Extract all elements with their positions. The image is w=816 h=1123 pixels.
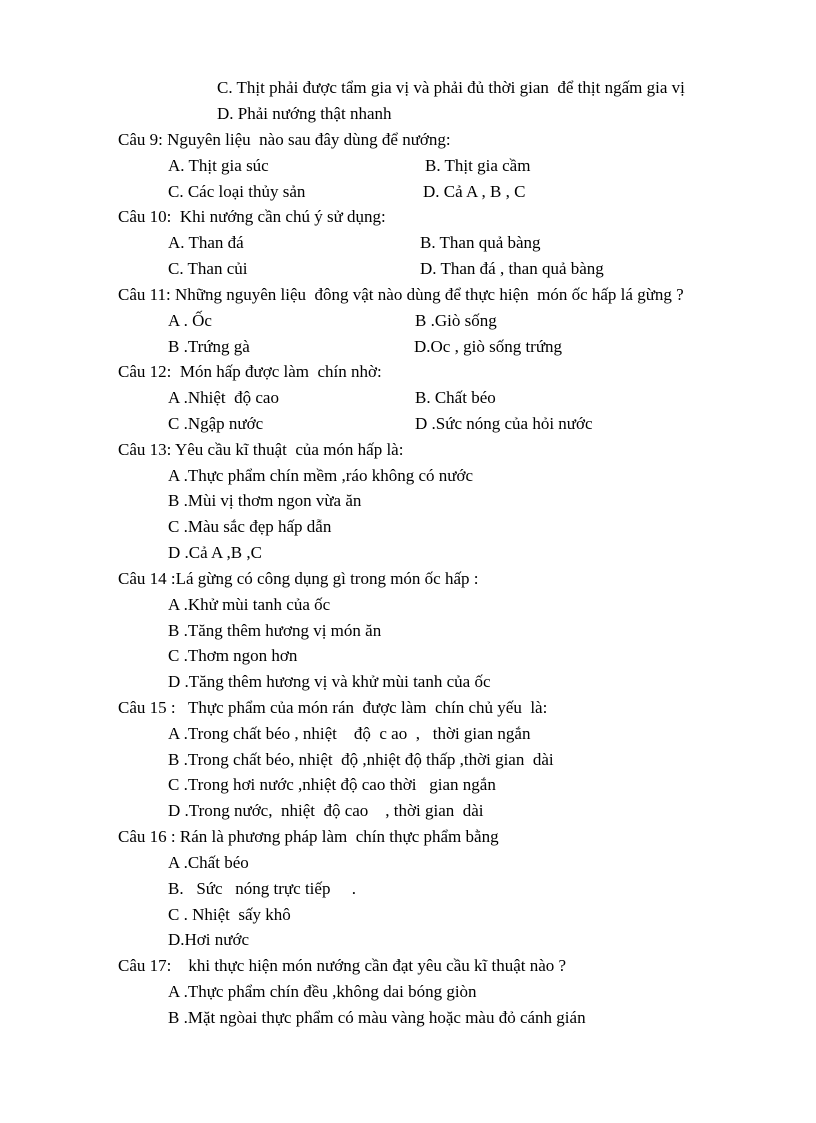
q17-question: Câu 17: khi thực hiện món nướng cần đạt yêu cầu kĩ thuật nào ? (118, 956, 567, 975)
q16-option-d: D.Hơi nước (168, 930, 250, 949)
q16-option-a: A .Chất béo (168, 853, 249, 872)
q12-option-d: D .Sức nóng của hỏi nước (415, 414, 593, 433)
q15-option-a: A .Trong chất béo , nhiệt độ c ao , thời gian ngắn (168, 724, 531, 743)
q16-question: Câu 16 : Rán là phương pháp làm chín thực phẩm bằng (118, 827, 499, 846)
q15-option-b: B .Trong chất béo, nhiệt độ ,nhiệt độ thấp ,thời gian dài (168, 750, 554, 769)
q14-question: Câu 14 :Lá gừng có công dụng gì trong món ốc hấp : (118, 569, 479, 588)
q14-option-a: A .Khử mùi tanh của ốc (168, 595, 331, 614)
q15-option-c: C .Trong hơi nước ,nhiệt độ cao thời gian ngắn (168, 775, 496, 794)
q11-option-b: B .Giò sống (415, 311, 497, 330)
q9-option-c: C. Các loại thủy sản (168, 182, 306, 201)
q10-option-c: C. Than củi (168, 259, 248, 278)
q9-option-d: D. Cả A , B , C (423, 182, 526, 201)
q8-option-c: C. Thịt phải được tẩm gia vị và phải đủ thời gian để thịt ngấm gia vị (217, 78, 685, 97)
q16-option-c: C . Nhiệt sấy khô (168, 905, 291, 924)
q14-option-d: D .Tăng thêm hương vị và khử mùi tanh của ốc (168, 672, 491, 691)
q17-option-a: A .Thực phẩm chín đều ,không dai bóng giòn (168, 982, 477, 1001)
q16-option-b: B. Sức nóng trực tiếp . (168, 879, 356, 898)
q11-question: Câu 11: Những nguyên liệu đông vật nào dùng để thực hiện món ốc hấp lá gừng ? (118, 285, 684, 304)
q14-option-c: C .Thơm ngon hơn (168, 646, 298, 665)
q10-option-b: B. Than quả bàng (420, 233, 541, 252)
q9-option-a: A. Thịt gia súc (168, 156, 269, 175)
q8-option-d: D. Phải nướng thật nhanh (217, 104, 392, 123)
q9-option-b: B. Thịt gia cầm (425, 156, 531, 175)
q10-option-a: A. Than đá (168, 233, 244, 252)
q10-question: Câu 10: Khi nướng cần chú ý sử dụng: (118, 207, 386, 226)
q12-option-a: A .Nhiệt độ cao (168, 388, 279, 407)
q13-option-d: D .Cả A ,B ,C (168, 543, 262, 562)
q11-option-d: D.Oc , giò sống trứng (414, 337, 563, 356)
q15-question: Câu 15 : Thực phẩm của món rán được làm chín chủ yếu là: (118, 698, 548, 717)
q12-question: Câu 12: Món hấp được làm chín nhờ: (118, 362, 382, 381)
q12-option-c: C .Ngập nước (168, 414, 264, 433)
q13-question: Câu 13: Yêu cầu kĩ thuật của món hấp là: (118, 440, 404, 459)
q11-option-c: B .Trứng gà (168, 337, 250, 356)
q13-option-c: C .Màu sắc đẹp hấp dẫn (168, 517, 332, 536)
q11-option-a: A . Ốc (168, 311, 212, 330)
q15-option-d: D .Trong nước, nhiệt độ cao , thời gian dài (168, 801, 484, 820)
q13-option-a: A .Thực phẩm chín mềm ,ráo không có nước (168, 466, 474, 485)
q13-option-b: B .Mùi vị thơm ngon vừa ăn (168, 491, 362, 510)
q12-option-b: B. Chất béo (415, 388, 496, 407)
q10-option-d: D. Than đá , than quả bàng (420, 259, 604, 278)
q17-option-b: B .Mặt ngòai thực phẩm có màu vàng hoặc màu đỏ cánh gián (168, 1008, 586, 1027)
q14-option-b: B .Tăng thêm hương vị món ăn (168, 621, 382, 640)
q9-question: Câu 9: Nguyên liệu nào sau đây dùng để nướng: (118, 130, 451, 149)
